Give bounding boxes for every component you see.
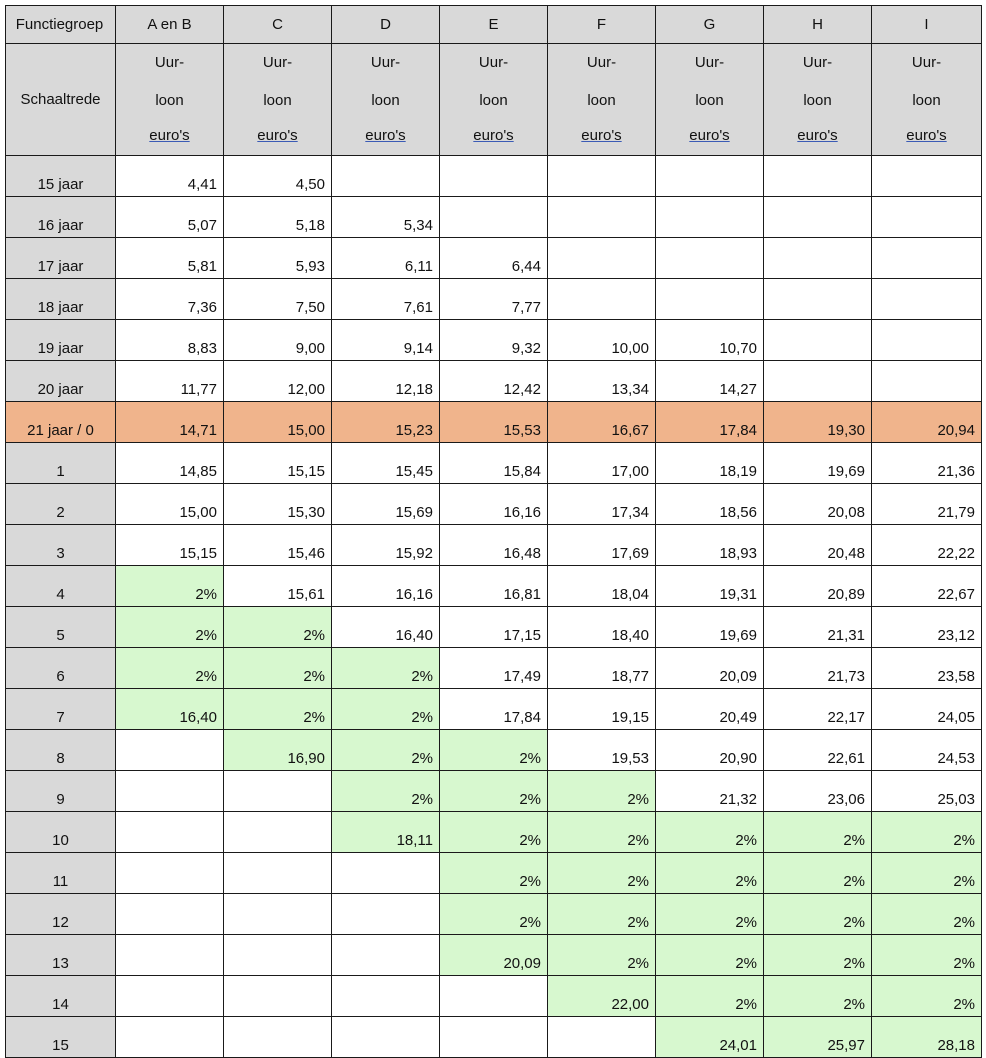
wage-cell	[224, 812, 332, 853]
wage-cell: 16,16	[440, 484, 548, 525]
unit-header-line: loon	[371, 92, 400, 109]
column-header-c: C	[224, 6, 332, 44]
unit-header-cell	[872, 44, 982, 156]
unit-header-line: euro's	[906, 127, 947, 144]
unit-header-cell	[440, 44, 548, 156]
wage-cell	[548, 279, 656, 320]
wage-cell: 4,50	[224, 156, 332, 197]
wage-cell: 17,84	[656, 402, 764, 443]
table-row	[6, 853, 982, 894]
wage-cell	[332, 156, 440, 197]
wage-cell: 17,69	[548, 525, 656, 566]
unit-header-line: Uur-	[370, 54, 401, 71]
wage-cell: 20,90	[656, 730, 764, 771]
wage-cell: 2%	[116, 648, 224, 689]
wage-cell: 21,36	[872, 443, 982, 484]
unit-header-row	[6, 44, 982, 156]
table-row	[6, 894, 982, 935]
row-step-label: 15 jaar	[6, 156, 116, 197]
wage-cell: 2%	[764, 894, 872, 935]
salary-scale-table	[5, 5, 982, 1058]
unit-header-cell	[116, 44, 224, 156]
row-step-label: 10	[6, 812, 116, 853]
table-row	[6, 771, 982, 812]
unit-header-line: Uur-	[802, 54, 833, 71]
wage-cell: 2%	[116, 566, 224, 607]
wage-cell: 2%	[224, 607, 332, 648]
row-step-label: 20 jaar	[6, 361, 116, 402]
wage-cell: 21,31	[764, 607, 872, 648]
wage-cell: 16,40	[332, 607, 440, 648]
wage-cell	[872, 238, 982, 279]
row-step-label: 8	[6, 730, 116, 771]
column-header-f: F	[548, 6, 656, 44]
wage-cell	[116, 976, 224, 1017]
row-step-label: 16 jaar	[6, 197, 116, 238]
table-row	[6, 730, 982, 771]
wage-cell	[332, 976, 440, 1017]
wage-cell: 10,00	[548, 320, 656, 361]
unit-header-line: euro's	[149, 127, 190, 144]
wage-cell	[548, 1017, 656, 1058]
row-step-label: 14	[6, 976, 116, 1017]
wage-cell: 2%	[116, 607, 224, 648]
wage-cell: 22,67	[872, 566, 982, 607]
wage-cell	[872, 361, 982, 402]
wage-cell: 23,58	[872, 648, 982, 689]
wage-cell	[116, 894, 224, 935]
unit-header-line: Uur-	[154, 54, 185, 71]
wage-cell	[224, 1017, 332, 1058]
wage-cell: 14,85	[116, 443, 224, 484]
wage-cell: 12,42	[440, 361, 548, 402]
wage-cell: 19,31	[656, 566, 764, 607]
wage-cell: 12,00	[224, 361, 332, 402]
row-step-label: 15	[6, 1017, 116, 1058]
wage-cell: 15,15	[224, 443, 332, 484]
table-row	[6, 361, 982, 402]
unit-header-line: Uur-	[586, 54, 617, 71]
wage-cell	[224, 853, 332, 894]
column-header-a-en-b: A en B	[116, 6, 224, 44]
wage-cell	[440, 197, 548, 238]
wage-cell: 20,48	[764, 525, 872, 566]
wage-cell: 2%	[872, 812, 982, 853]
table-row	[6, 566, 982, 607]
wage-cell	[440, 156, 548, 197]
wage-cell: 24,01	[656, 1017, 764, 1058]
wage-cell: 16,67	[548, 402, 656, 443]
table-row	[6, 689, 982, 730]
unit-header-line: euro's	[365, 127, 406, 144]
wage-cell: 22,00	[548, 976, 656, 1017]
wage-cell	[764, 238, 872, 279]
table-row	[6, 1017, 982, 1058]
wage-cell: 9,00	[224, 320, 332, 361]
wage-cell	[116, 1017, 224, 1058]
wage-cell: 15,15	[116, 525, 224, 566]
unit-header-cell	[224, 44, 332, 156]
wage-cell: 5,81	[116, 238, 224, 279]
wage-cell: 17,49	[440, 648, 548, 689]
wage-cell: 18,19	[656, 443, 764, 484]
wage-cell: 2%	[656, 935, 764, 976]
wage-cell: 2%	[332, 730, 440, 771]
wage-cell: 5,34	[332, 197, 440, 238]
table-row-highlighted	[6, 402, 982, 443]
wage-cell	[656, 279, 764, 320]
table-row	[6, 197, 982, 238]
wage-cell	[548, 156, 656, 197]
wage-cell: 2%	[872, 935, 982, 976]
wage-cell: 2%	[224, 689, 332, 730]
wage-cell	[224, 935, 332, 976]
wage-cell: 20,94	[872, 402, 982, 443]
wage-cell	[764, 197, 872, 238]
wage-cell: 6,11	[332, 238, 440, 279]
wage-cell: 22,17	[764, 689, 872, 730]
wage-cell	[764, 279, 872, 320]
wage-cell: 18,11	[332, 812, 440, 853]
wage-cell: 19,53	[548, 730, 656, 771]
wage-cell: 2%	[548, 812, 656, 853]
table-row	[6, 443, 982, 484]
unit-header-line: loon	[912, 92, 941, 109]
row-step-label: 13	[6, 935, 116, 976]
wage-cell: 10,70	[656, 320, 764, 361]
unit-header-cell	[332, 44, 440, 156]
wage-cell: 16,16	[332, 566, 440, 607]
wage-cell: 20,49	[656, 689, 764, 730]
wage-cell: 24,53	[872, 730, 982, 771]
table-row	[6, 484, 982, 525]
wage-cell: 21,79	[872, 484, 982, 525]
wage-cell	[116, 771, 224, 812]
schaaltrede-header: Schaaltrede	[6, 44, 116, 156]
wage-cell: 18,93	[656, 525, 764, 566]
row-step-label: 5	[6, 607, 116, 648]
wage-cell: 2%	[764, 812, 872, 853]
wage-cell: 24,05	[872, 689, 982, 730]
wage-cell	[116, 812, 224, 853]
wage-cell: 14,71	[116, 402, 224, 443]
wage-cell: 2%	[548, 853, 656, 894]
column-header-g: G	[656, 6, 764, 44]
wage-cell: 2%	[440, 730, 548, 771]
row-step-label: 11	[6, 853, 116, 894]
wage-cell	[764, 361, 872, 402]
table-row	[6, 648, 982, 689]
wage-cell: 2%	[656, 894, 764, 935]
row-step-label: 2	[6, 484, 116, 525]
wage-cell: 15,23	[332, 402, 440, 443]
column-header-e: E	[440, 6, 548, 44]
wage-cell	[548, 238, 656, 279]
wage-cell: 2%	[656, 976, 764, 1017]
wage-cell: 9,14	[332, 320, 440, 361]
wage-cell	[224, 771, 332, 812]
wage-cell: 2%	[548, 935, 656, 976]
wage-cell: 16,81	[440, 566, 548, 607]
wage-cell: 6,44	[440, 238, 548, 279]
column-header-row	[6, 6, 982, 44]
wage-cell: 18,04	[548, 566, 656, 607]
wage-cell: 9,32	[440, 320, 548, 361]
row-step-label: 6	[6, 648, 116, 689]
wage-cell	[548, 197, 656, 238]
wage-cell: 2%	[872, 894, 982, 935]
wage-cell	[332, 1017, 440, 1058]
unit-header-line: loon	[479, 92, 508, 109]
unit-header-cell	[548, 44, 656, 156]
table-row	[6, 976, 982, 1017]
wage-cell: 19,15	[548, 689, 656, 730]
unit-header-line: Uur-	[478, 54, 509, 71]
unit-header-line: euro's	[581, 127, 622, 144]
column-header-d: D	[332, 6, 440, 44]
row-step-label: 3	[6, 525, 116, 566]
wage-cell: 21,73	[764, 648, 872, 689]
row-step-label: 4	[6, 566, 116, 607]
wage-cell	[764, 320, 872, 361]
wage-cell: 2%	[764, 853, 872, 894]
wage-cell: 22,61	[764, 730, 872, 771]
wage-cell	[440, 1017, 548, 1058]
wage-cell	[116, 853, 224, 894]
wage-cell: 17,00	[548, 443, 656, 484]
wage-cell	[656, 238, 764, 279]
wage-cell	[872, 197, 982, 238]
wage-cell: 7,50	[224, 279, 332, 320]
wage-cell: 21,32	[656, 771, 764, 812]
wage-cell	[224, 894, 332, 935]
wage-cell: 20,08	[764, 484, 872, 525]
column-header-functiegroep: Functiegroep	[6, 6, 116, 44]
wage-cell: 2%	[656, 812, 764, 853]
wage-cell: 17,15	[440, 607, 548, 648]
wage-cell: 7,77	[440, 279, 548, 320]
wage-cell: 19,69	[656, 607, 764, 648]
unit-header-line: loon	[587, 92, 616, 109]
wage-cell: 19,30	[764, 402, 872, 443]
wage-cell: 23,12	[872, 607, 982, 648]
wage-cell	[872, 279, 982, 320]
table-row	[6, 156, 982, 197]
wage-cell: 28,18	[872, 1017, 982, 1058]
table-row	[6, 812, 982, 853]
wage-cell: 17,84	[440, 689, 548, 730]
wage-cell: 2%	[440, 894, 548, 935]
wage-cell: 20,09	[440, 935, 548, 976]
wage-cell: 2%	[224, 648, 332, 689]
wage-cell	[656, 156, 764, 197]
wage-cell: 23,06	[764, 771, 872, 812]
wage-cell: 2%	[440, 812, 548, 853]
wage-cell: 5,07	[116, 197, 224, 238]
wage-cell: 15,45	[332, 443, 440, 484]
unit-header-line: Uur-	[694, 54, 725, 71]
table-row	[6, 238, 982, 279]
unit-header-line: euro's	[257, 127, 298, 144]
wage-cell	[332, 935, 440, 976]
wage-cell: 7,36	[116, 279, 224, 320]
wage-cell: 4,41	[116, 156, 224, 197]
wage-cell: 2%	[332, 689, 440, 730]
unit-header-line: euro's	[473, 127, 514, 144]
table-row	[6, 935, 982, 976]
unit-header-line: Uur-	[911, 54, 942, 71]
table-row	[6, 607, 982, 648]
row-step-label: 18 jaar	[6, 279, 116, 320]
wage-cell: 19,69	[764, 443, 872, 484]
row-step-label: 7	[6, 689, 116, 730]
wage-cell: 2%	[764, 976, 872, 1017]
wage-cell	[332, 894, 440, 935]
wage-cell: 15,61	[224, 566, 332, 607]
wage-cell: 15,46	[224, 525, 332, 566]
wage-cell	[764, 156, 872, 197]
wage-cell: 13,34	[548, 361, 656, 402]
unit-header-line: euro's	[797, 127, 838, 144]
wage-cell: 2%	[332, 771, 440, 812]
wage-cell: 15,00	[116, 484, 224, 525]
wage-cell: 15,84	[440, 443, 548, 484]
wage-cell: 5,18	[224, 197, 332, 238]
wage-cell: 25,03	[872, 771, 982, 812]
wage-cell: 2%	[440, 771, 548, 812]
wage-cell: 18,56	[656, 484, 764, 525]
wage-cell: 18,77	[548, 648, 656, 689]
wage-cell	[116, 935, 224, 976]
wage-cell: 16,40	[116, 689, 224, 730]
wage-cell: 2%	[548, 894, 656, 935]
unit-header-cell	[764, 44, 872, 156]
wage-cell: 2%	[332, 648, 440, 689]
row-step-label: 19 jaar	[6, 320, 116, 361]
wage-cell: 22,22	[872, 525, 982, 566]
wage-cell: 18,40	[548, 607, 656, 648]
wage-cell: 25,97	[764, 1017, 872, 1058]
wage-cell: 8,83	[116, 320, 224, 361]
wage-cell: 17,34	[548, 484, 656, 525]
wage-cell: 2%	[764, 935, 872, 976]
unit-header-cell	[656, 44, 764, 156]
wage-cell: 2%	[872, 976, 982, 1017]
wage-cell	[872, 156, 982, 197]
wage-cell	[440, 976, 548, 1017]
wage-cell: 16,48	[440, 525, 548, 566]
wage-cell	[656, 197, 764, 238]
wage-cell: 2%	[872, 853, 982, 894]
unit-header-line: loon	[155, 92, 184, 109]
table-row	[6, 279, 982, 320]
wage-cell	[332, 853, 440, 894]
wage-cell: 20,89	[764, 566, 872, 607]
wage-cell: 2%	[548, 771, 656, 812]
wage-cell	[224, 976, 332, 1017]
wage-cell: 15,30	[224, 484, 332, 525]
wage-cell: 12,18	[332, 361, 440, 402]
wage-cell: 2%	[656, 853, 764, 894]
unit-header-line: loon	[695, 92, 724, 109]
unit-header-line: loon	[803, 92, 832, 109]
row-step-label: 21 jaar / 0	[6, 402, 116, 443]
wage-cell: 15,53	[440, 402, 548, 443]
column-header-i: I	[872, 6, 982, 44]
wage-cell: 15,69	[332, 484, 440, 525]
table-row	[6, 320, 982, 361]
wage-cell: 7,61	[332, 279, 440, 320]
wage-cell: 11,77	[116, 361, 224, 402]
row-step-label: 17 jaar	[6, 238, 116, 279]
unit-header-line: loon	[263, 92, 292, 109]
table-row	[6, 525, 982, 566]
wage-cell: 15,00	[224, 402, 332, 443]
wage-cell	[872, 320, 982, 361]
column-header-h: H	[764, 6, 872, 44]
wage-cell: 16,90	[224, 730, 332, 771]
wage-cell: 5,93	[224, 238, 332, 279]
row-step-label: 1	[6, 443, 116, 484]
wage-cell: 20,09	[656, 648, 764, 689]
wage-cell: 15,92	[332, 525, 440, 566]
wage-cell: 2%	[440, 853, 548, 894]
wage-cell	[116, 730, 224, 771]
row-step-label: 12	[6, 894, 116, 935]
wage-cell: 14,27	[656, 361, 764, 402]
unit-header-line: euro's	[689, 127, 730, 144]
unit-header-line: Uur-	[262, 54, 293, 71]
row-step-label: 9	[6, 771, 116, 812]
